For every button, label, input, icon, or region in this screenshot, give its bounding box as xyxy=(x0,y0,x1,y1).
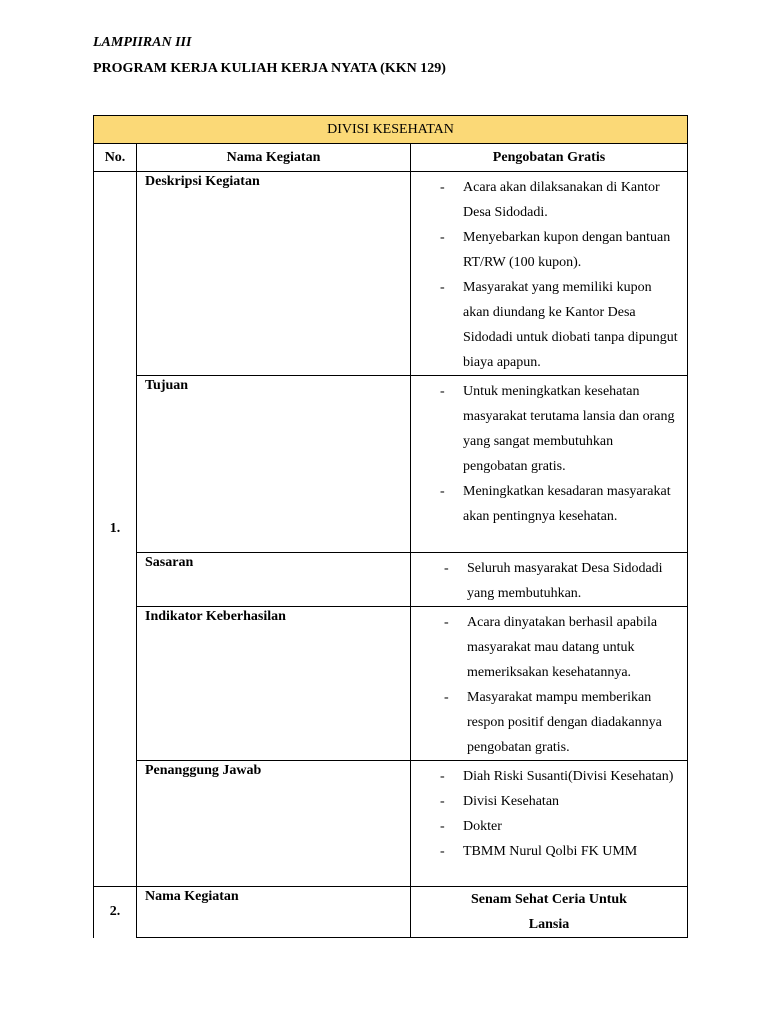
row-label-activity-name: Nama Kegiatan xyxy=(137,887,411,938)
list-item: - Acara akan dilaksanakan di Kantor Desa Sidodadi. xyxy=(463,175,679,225)
table-row xyxy=(94,887,688,938)
list-item: - Masyarakat yang memiliki kupon akan diundang ke Kantor Desa Sidodadi untuk diobati tanpa dipungut biaya apapun. xyxy=(463,275,679,375)
division-row xyxy=(94,116,688,144)
list-item: - Seluruh masyarakat Desa Sidodadi yang membutuhkan. xyxy=(467,556,679,606)
table-row xyxy=(94,761,688,887)
list-item: - Masyarakat mampu memberikan respon positif dengan diadakannya pengobatan gratis. xyxy=(467,685,679,760)
list-item: - Untuk meningkatkan kesehatan masyarakat terutama lansia dan orang yang sangat membutuhkan pengobatan gratis. xyxy=(463,379,679,479)
row-content-activity-name xyxy=(411,887,688,938)
list-item: - Diah Riski Susanti(Divisi Kesehatan) xyxy=(463,764,679,789)
row-label-objective: Tujuan xyxy=(137,376,411,553)
table-row xyxy=(94,376,688,553)
row-number: 2. xyxy=(94,887,137,938)
row-content-objective xyxy=(411,376,688,553)
header-row xyxy=(94,144,688,172)
table-row xyxy=(94,607,688,761)
list-item: - TBMM Nurul Qolbi FK UMM xyxy=(463,839,679,864)
list-item: - Meningkatkan kesadaran masyarakat akan pentingnya kesehatan. xyxy=(463,479,679,529)
row-label-target: Sasaran xyxy=(137,553,411,607)
list-item: - Dokter xyxy=(463,814,679,839)
appendix-label: LAMPIIRAN III xyxy=(93,35,192,50)
row-number: 1. xyxy=(94,172,137,887)
table-row xyxy=(94,553,688,607)
column-header-program: Pengobatan Gratis xyxy=(411,144,688,172)
table-row xyxy=(94,172,688,376)
column-header-no: No. xyxy=(94,144,137,172)
list-item: - Acara dinyatakan berhasil apabila masyarakat mau datang untuk memeriksakan kesehatannya. xyxy=(467,610,679,685)
work-program-table xyxy=(93,115,688,938)
activity-title: Senam Sehat Ceria Untuk Lansia xyxy=(471,892,627,932)
row-label-description: Deskripsi Kegiatan xyxy=(137,172,411,376)
row-content-person-in-charge xyxy=(411,761,688,887)
row-content-description xyxy=(411,172,688,376)
column-header-activity-name: Nama Kegiatan xyxy=(137,144,411,172)
list-item: - Menyebarkan kupon dengan bantuan RT/RW (100 kupon). xyxy=(463,225,679,275)
division-title: DIVISI KESEHATAN xyxy=(94,116,688,144)
row-label-person-in-charge: Penanggung Jawab xyxy=(137,761,411,887)
document-title: PROGRAM KERJA KULIAH KERJA NYATA (KKN 129) xyxy=(93,61,446,76)
list-item: - Divisi Kesehatan xyxy=(463,789,679,814)
row-label-success-indicator: Indikator Keberhasilan xyxy=(137,607,411,761)
row-content-target xyxy=(411,553,688,607)
row-content-success-indicator xyxy=(411,607,688,761)
